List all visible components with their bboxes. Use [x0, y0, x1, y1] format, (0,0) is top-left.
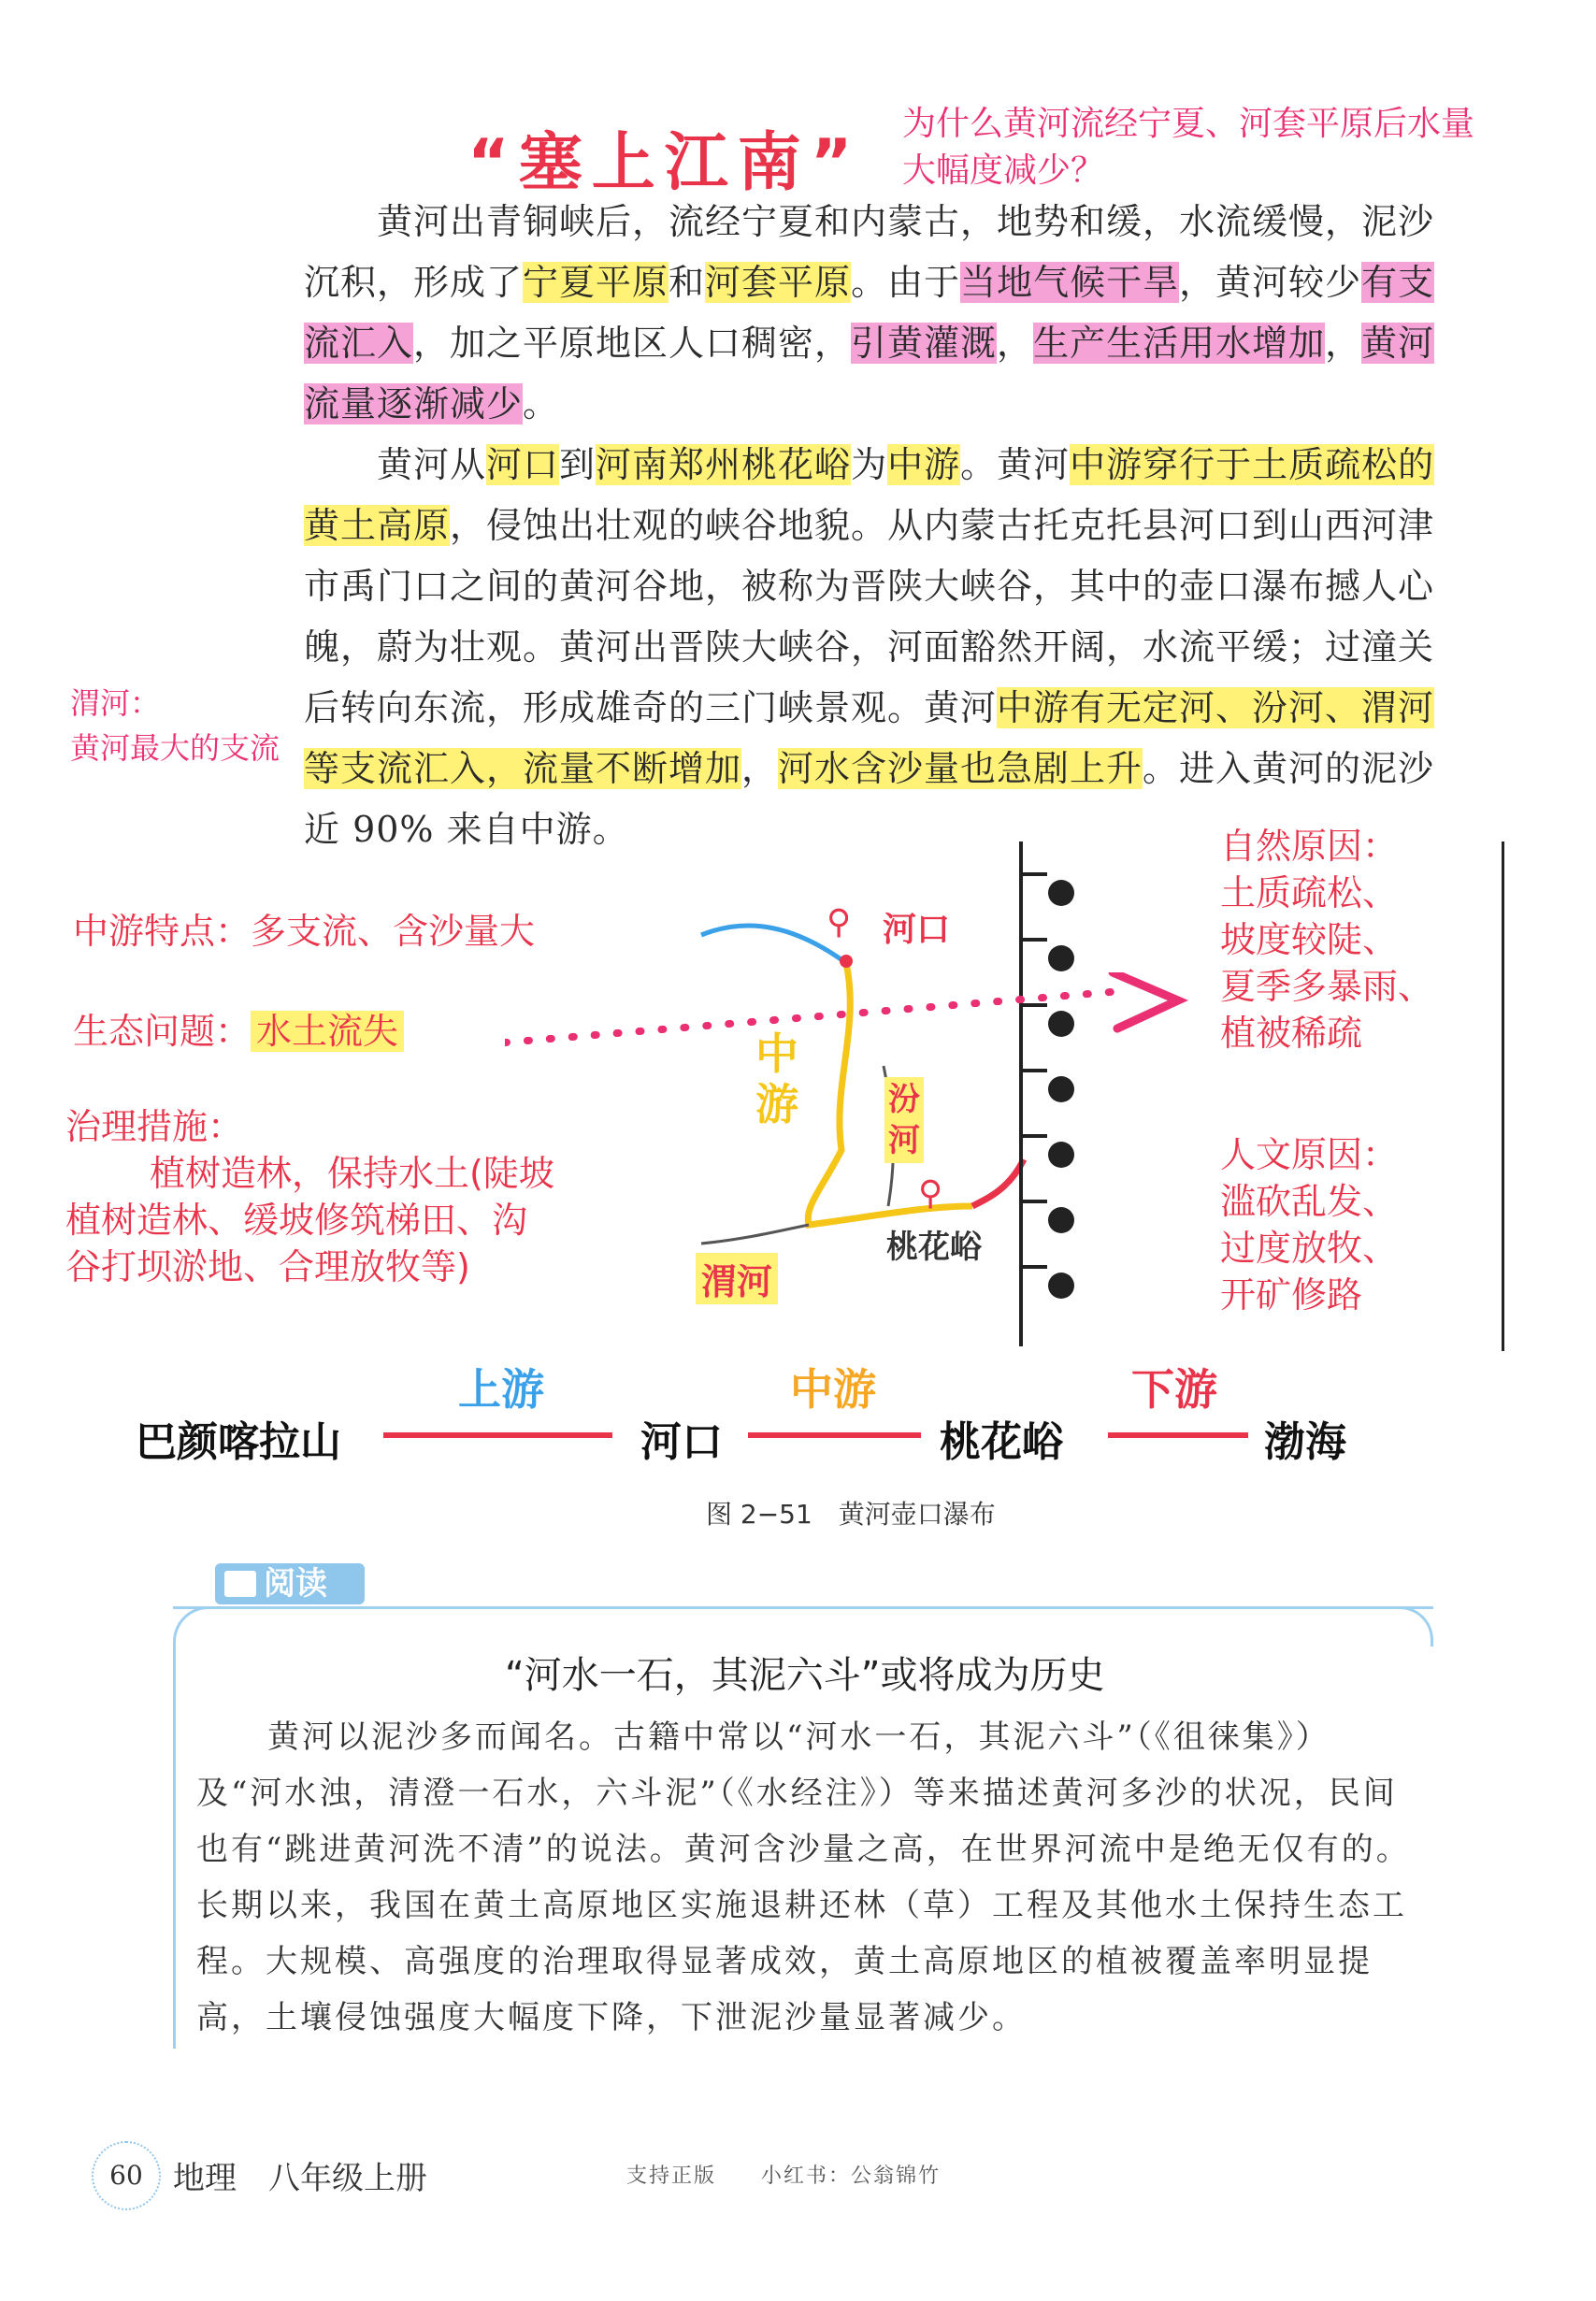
eco-problem-value: 水土流失: [251, 1011, 404, 1052]
measures-note: [65, 1103, 701, 1290]
fenhe-char: 汾: [888, 1081, 920, 1118]
book-title: 地理 八年级上册: [173, 2160, 427, 2197]
natural-causes-line: 自然原因：: [1220, 826, 1399, 867]
measures-label: 治理措施：: [65, 1106, 244, 1147]
fenhe-char: 河: [888, 1122, 920, 1159]
human-causes-line: 开矿修路: [1220, 1274, 1363, 1316]
route-node-bohai: 渤海: [1264, 1418, 1346, 1466]
upstream-river-line: [701, 926, 846, 963]
margin-rule: [1502, 841, 1504, 1351]
paragraph-1: 黄河出青铜峡后，流经宁夏和内蒙古，地势和缓，水流缓慢，泥沙沉积，形成了宁夏平原和河套平原。由于当地气候干旱，黄河较少有支流汇入，加之平原地区人口稠密，引黄灌溉，生产生活用水增加，黄河流量逐渐减少。: [304, 201, 1435, 424]
human-causes-line: 人文原因：: [1220, 1134, 1399, 1175]
reading-badge: [215, 1563, 365, 1604]
route-line-upstream: [383, 1432, 612, 1438]
reading-badge-label: 阅读: [264, 1565, 327, 1603]
route-line-downstream: [1108, 1432, 1248, 1438]
measures-line: 植树造林、缓坡修筑梯田、沟: [65, 1200, 528, 1241]
route-line-midstream: [748, 1432, 921, 1438]
reading-title: “河水一石，其泥六斗”或将成为历史: [505, 1654, 1105, 1697]
human-causes-line: 滥砍乱发、: [1220, 1181, 1399, 1222]
human-causes-note: [1220, 1131, 1501, 1318]
weihe-side-note: [70, 681, 280, 770]
route-label-midstream: 中游: [790, 1364, 876, 1415]
reading-text: 黄河以泥沙多而闻名。古籍中常以“河水一石，其泥六斗”（《徂徕集》）及“河水浊，清澄一石水，六斗泥”（《水经注》）等来描述黄河多沙的状况，民间也有“跳进黄河洗不清”的说法。黄河含沙量之高，在世界河流中是绝无仅有的。长期以来，我国在黄土高原地区实施退耕还林（草）工程及其他水土保持生态工程。大规模、高强度的治理取得显著成效，黄土高原地区的植被覆盖率明显提高，土壤侵蚀强度大幅度下降，下泄泥沙量显著减少。: [196, 1719, 1411, 2036]
taohuayu-pin-icon: ⚲: [918, 1174, 943, 1213]
fenhe-map-label: [884, 1077, 924, 1163]
reading-box-frame-top: [173, 1606, 1433, 1647]
dotted-arrow-line: [505, 972, 1197, 1066]
hekou-point: [840, 955, 853, 968]
route-node-bayankala: 巴颜喀拉山: [136, 1418, 341, 1466]
natural-causes-line: 坡度较陡、: [1220, 919, 1399, 960]
natural-causes-line: 土质疏松、: [1220, 872, 1399, 913]
measures-line: 谷打坝淤地、合理放牧等): [65, 1246, 470, 1287]
human-causes-line: 过度放牧、: [1220, 1228, 1399, 1269]
side-note-line: 黄河最大的支流: [70, 730, 280, 766]
route-label-downstream: 下游: [1131, 1364, 1217, 1415]
route-label-upstream: 上游: [458, 1364, 544, 1415]
natural-causes-note: [1220, 823, 1501, 1057]
side-note-line: 渭河：: [70, 685, 161, 721]
watermark-text: 支持正版 小红书：公翁锦竹: [626, 2164, 942, 2188]
page-number: 60: [92, 2141, 161, 2210]
eco-problem-label: 生态问题：: [73, 1011, 252, 1052]
weihe-map-label: 渭河: [696, 1253, 778, 1304]
natural-causes-line: 夏季多暴雨、: [1220, 966, 1434, 1007]
taohuayu-map-label: 桃花峪: [886, 1229, 982, 1266]
section-title: “塞上江南”: [467, 126, 862, 200]
question-handnote: 为什么黄河流经宁夏、河套平原后水量大幅度减少？: [902, 105, 1475, 190]
hekou-map-label: 河口: [883, 911, 951, 949]
route-node-taohuayu: 桃花峪: [940, 1418, 1063, 1466]
midstream-char: 中: [755, 1028, 798, 1079]
right-arrow-icon: [1113, 972, 1178, 1028]
river-course-strip: [0, 1364, 1596, 1477]
book-icon: [224, 1571, 256, 1597]
eco-problem-note: [73, 1002, 404, 1054]
weihe-line: [701, 1225, 809, 1244]
hekou-pin-icon: ⚲: [827, 903, 852, 942]
midstream-char: 游: [755, 1079, 798, 1129]
paragraph-2: 黄河从河口到河南郑州桃花峪为中游。黄河中游穿行于土质疏松的黄土高原，侵蚀出壮观的峡谷地貌。从内蒙古托克托县河口到山西河津市禹门口之间的黄河谷地，被称为晋陕大峡谷，其中的壶口瀑布撼人心魄，蔚为壮观。黄河出晋陕大峡谷，河面豁然开阔，水流平缓；过潼关后转向东流，形成雄奇的三门峡景观。黄河中游有无定河、汾河、渭河等支流汇入，流量不断增加，河水含沙量也急剧上升。进入黄河的泥沙近 90% 来自中游。: [304, 444, 1435, 850]
figure-caption: 图 2−51 黄河壶口瀑布: [706, 1499, 996, 1530]
measures-line: 植树造林，保持水土(陡坡: [150, 1153, 554, 1194]
midstream-features-note: 中游特点：多支流、含沙量大: [73, 911, 536, 952]
hook-chain-decoration: [1010, 841, 1113, 1365]
route-node-hekou: 河口: [640, 1418, 723, 1466]
natural-causes-line: 植被稀疏: [1220, 1013, 1363, 1054]
